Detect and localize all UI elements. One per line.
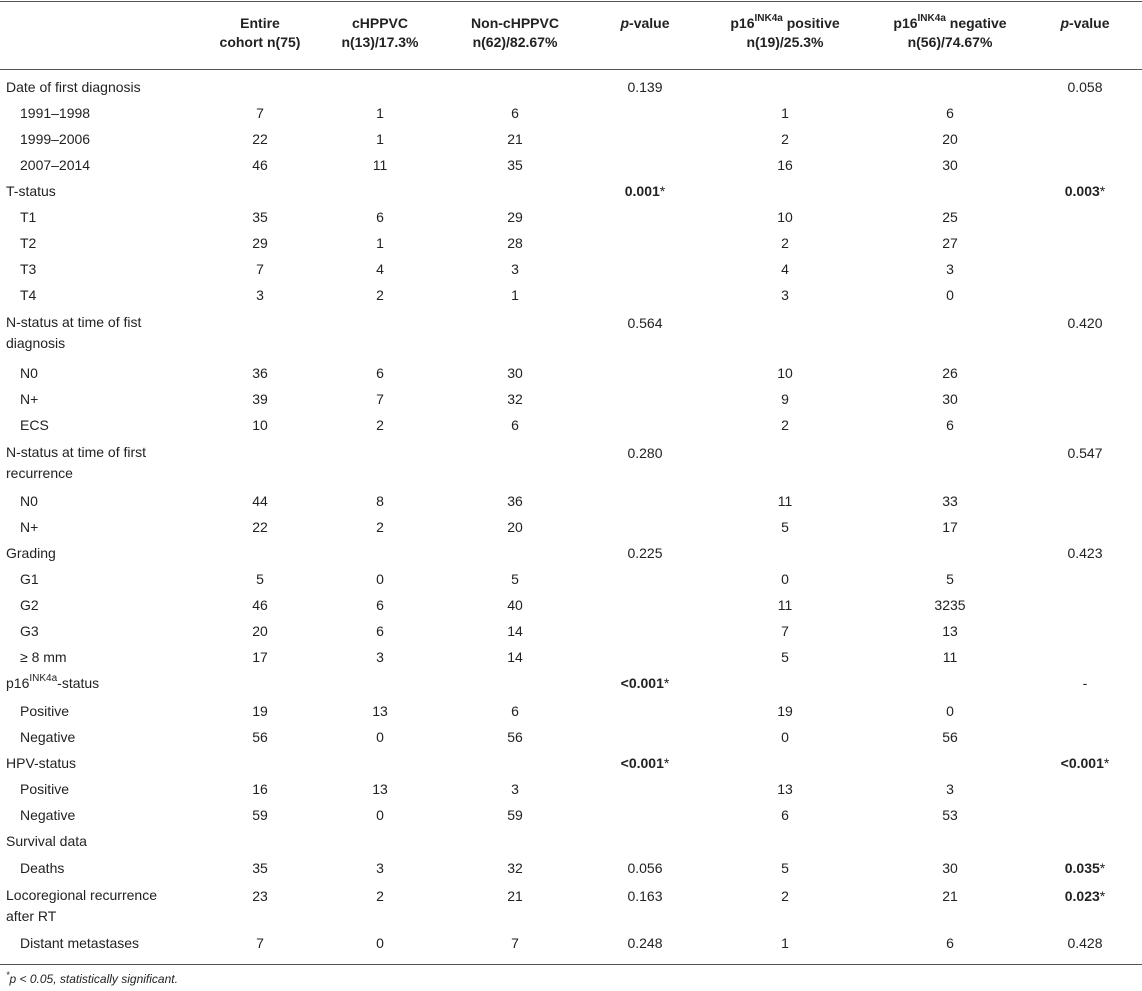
significance-mark: * (1099, 860, 1106, 876)
value-cell: 7 (376, 391, 384, 407)
row-label: Negative (20, 729, 76, 745)
significance-mark: * (1099, 888, 1106, 904)
value-cell: 46 (252, 597, 268, 613)
value-cell: 25 (942, 209, 958, 225)
row-label: Date of first diagnosis (6, 79, 141, 95)
row-label: HPV-status (6, 755, 77, 771)
table-row (0, 256, 1142, 282)
row-label: ≥ 8 mm (20, 649, 67, 665)
value-cell: 10 (777, 209, 793, 225)
value-cell: 1 (511, 287, 519, 303)
table-row (0, 883, 1142, 929)
p-value-cell: 0.547 (1067, 445, 1103, 461)
value-cell: 28 (507, 235, 523, 251)
value-cell: 44 (252, 493, 268, 509)
p-value-cell: 0.225 (627, 545, 663, 561)
value-cell: 32 (507, 860, 523, 876)
value-cell: 6 (511, 417, 519, 433)
p-value-cell: 0.428 (1067, 935, 1103, 951)
col-header-pvalue-1: p-value (620, 15, 670, 31)
table-row (0, 230, 1142, 256)
value-cell: 5 (511, 571, 519, 587)
row-label: Locoregional recurrence after RT (6, 887, 157, 924)
value-cell: 20 (507, 519, 523, 535)
col-header-p16-positive: $p16^{INK4a}$ positive n(19)/25.3% (730, 13, 840, 50)
table-row (0, 440, 1142, 486)
row-label: N0 (20, 365, 38, 381)
value-cell: 11 (777, 597, 793, 613)
table-row (0, 618, 1142, 644)
row-label: Deaths (20, 860, 65, 876)
p-value-cell: 0.420 (1067, 315, 1103, 331)
row-label: Survival data (6, 833, 87, 849)
col-header-pvalue-2: p-value (1060, 15, 1110, 31)
value-cell: 19 (777, 703, 793, 719)
value-cell: 7 (256, 935, 264, 951)
row-label: N+ (20, 391, 39, 407)
value-cell: 6 (376, 209, 384, 225)
value-cell: 7 (256, 105, 264, 121)
value-cell: 0 (946, 287, 954, 303)
value-cell: 56 (507, 729, 523, 745)
value-cell: 11 (942, 649, 958, 665)
table-row (0, 514, 1142, 540)
value-cell: 3 (781, 287, 789, 303)
value-cell: 7 (781, 623, 789, 639)
value-cell: 0 (376, 729, 384, 745)
value-cell: 1 (376, 235, 384, 251)
row-label: T1 (20, 209, 37, 225)
value-cell: 21 (942, 888, 958, 904)
row-label: 2007–2014 (20, 157, 91, 173)
p-value-cell: - (1082, 675, 1088, 691)
value-cell: 3 (256, 287, 264, 303)
value-cell: 6 (946, 105, 954, 121)
value-cell: 1 (376, 105, 384, 121)
table-row (0, 360, 1142, 386)
p-value-cell: 0.003* (1064, 183, 1106, 199)
value-cell: 6 (511, 105, 519, 121)
value-cell: 1 (376, 131, 384, 147)
p-value-cell: 0.248 (627, 935, 663, 951)
value-cell: 13 (372, 781, 388, 797)
value-cell: 23 (252, 888, 268, 904)
table-row (0, 802, 1142, 828)
row-label: 1991–1998 (20, 105, 91, 121)
value-cell: 4 (781, 261, 789, 277)
table-row (0, 698, 1142, 724)
value-cell: 2 (376, 519, 384, 535)
value-cell: 5 (946, 571, 954, 587)
table-row (0, 724, 1142, 750)
row-label: $p16^{INK4a}$-status (6, 673, 100, 691)
table-row (0, 282, 1142, 308)
table-row (0, 670, 1142, 696)
value-cell: 35 (507, 157, 523, 173)
row-label: T2 (20, 235, 37, 251)
header-rule (0, 69, 1142, 70)
value-cell: 2 (781, 235, 789, 251)
value-cell: 13 (372, 703, 388, 719)
value-cell: 56 (252, 729, 268, 745)
value-cell: 30 (507, 365, 523, 381)
value-cell: 1 (781, 935, 789, 951)
value-cell: 7 (511, 935, 519, 951)
row-label: N-status at time of fist diagnosis (6, 314, 142, 351)
value-cell: 20 (252, 623, 268, 639)
value-cell: 3 (946, 781, 954, 797)
col-header-entire-cohort: Entire cohort n(75) (219, 15, 301, 50)
value-cell: 0 (376, 571, 384, 587)
table-row (0, 152, 1142, 178)
table-row (0, 750, 1142, 776)
row-label: G2 (20, 597, 39, 613)
row-label: Positive (20, 703, 70, 719)
value-cell: 20 (942, 131, 958, 147)
value-cell: 1 (781, 105, 789, 121)
value-cell: 2 (781, 131, 789, 147)
value-cell: 32 (507, 391, 523, 407)
value-cell: 19 (252, 703, 268, 719)
p-value-cell: 0.163 (627, 888, 663, 904)
value-cell: 30 (942, 860, 958, 876)
value-cell: 46 (252, 157, 268, 173)
row-label: Negative (20, 807, 76, 823)
value-cell: 16 (777, 157, 793, 173)
row-label: T4 (20, 287, 37, 303)
table-row (0, 412, 1142, 438)
table-bottom-rule (0, 964, 1142, 965)
value-cell: 36 (252, 365, 268, 381)
value-cell: 3 (376, 649, 384, 665)
value-cell: 13 (777, 781, 793, 797)
value-cell: 40 (507, 597, 523, 613)
value-cell: 3 (376, 860, 384, 876)
value-cell: 14 (507, 623, 523, 639)
row-label: N-status at time of first recurrence (6, 444, 147, 481)
value-cell: 3235 (934, 597, 966, 613)
value-cell: 17 (252, 649, 268, 665)
table-row (0, 566, 1142, 592)
value-cell: 30 (942, 157, 958, 173)
p-value-cell: <0.001* (1060, 755, 1110, 771)
table-top-rule (0, 1, 1142, 2)
col-header-non-chppvc: Non-cHPPVC n(62)/82.67% (471, 15, 559, 50)
value-cell: 36 (507, 493, 523, 509)
significance-mark: * (663, 755, 670, 771)
value-cell: 13 (942, 623, 958, 639)
value-cell: 6 (376, 623, 384, 639)
row-label: Distant metastases (20, 935, 140, 951)
footnote: *p < 0.05, statistically significant. (6, 970, 178, 986)
value-cell: 2 (781, 417, 789, 433)
significance-mark: * (663, 675, 670, 691)
significance-mark: * (1099, 183, 1106, 199)
value-cell: 0 (376, 807, 384, 823)
p-value-cell: 0.139 (627, 79, 663, 95)
table-row (0, 74, 1142, 100)
value-cell: 33 (942, 493, 958, 509)
value-cell: 59 (507, 807, 523, 823)
row-label: Grading (6, 545, 56, 561)
value-cell: 2 (376, 417, 384, 433)
value-cell: 3 (511, 261, 519, 277)
table-row (0, 310, 1142, 356)
value-cell: 59 (252, 807, 268, 823)
row-label: 1999–2006 (20, 131, 91, 147)
value-cell: 16 (252, 781, 268, 797)
value-cell: 9 (781, 391, 789, 407)
table-row (0, 488, 1142, 514)
value-cell: 8 (376, 493, 384, 509)
row-label: T3 (20, 261, 37, 277)
row-label: N+ (20, 519, 39, 535)
value-cell: 29 (507, 209, 523, 225)
table-row (0, 126, 1142, 152)
row-label: G1 (20, 571, 39, 587)
p-value-cell: <0.001* (620, 755, 670, 771)
table-row (0, 776, 1142, 802)
col-header-chppvc: cHPPVC n(13)/17.3% (341, 15, 419, 50)
value-cell: 5 (781, 519, 789, 535)
row-label: G3 (20, 623, 39, 639)
table-row (0, 855, 1142, 881)
table-row (0, 828, 1142, 854)
col-header-p16-negative: $p16^{INK4a}$ negative n(56)/74.67% (893, 13, 1007, 50)
table-row (0, 100, 1142, 126)
table-row (0, 540, 1142, 566)
value-cell: 39 (252, 391, 268, 407)
table-row (0, 178, 1142, 204)
row-label: N0 (20, 493, 38, 509)
value-cell: 35 (252, 209, 268, 225)
value-cell: 2 (376, 287, 384, 303)
table-row (0, 644, 1142, 670)
value-cell: 10 (252, 417, 268, 433)
value-cell: 6 (376, 597, 384, 613)
value-cell: 5 (256, 571, 264, 587)
p-value-cell: 0.035* (1064, 860, 1106, 876)
value-cell: 2 (376, 888, 384, 904)
value-cell: 6 (511, 703, 519, 719)
value-cell: 30 (942, 391, 958, 407)
value-cell: 35 (252, 860, 268, 876)
value-cell: 17 (942, 519, 958, 535)
table-row (0, 930, 1142, 956)
value-cell: 14 (507, 649, 523, 665)
value-cell: 22 (252, 131, 268, 147)
value-cell: 10 (777, 365, 793, 381)
significance-mark: * (659, 183, 666, 199)
value-cell: 27 (942, 235, 958, 251)
table-row (0, 204, 1142, 230)
p-value-cell: 0.001* (624, 183, 666, 199)
value-cell: 21 (507, 888, 523, 904)
p-value-cell: 0.564 (627, 315, 663, 331)
value-cell: 5 (781, 860, 789, 876)
p-value-cell: <0.001* (620, 675, 670, 691)
value-cell: 6 (376, 365, 384, 381)
value-cell: 53 (942, 807, 958, 823)
row-label: ECS (20, 417, 49, 433)
p-value-cell: 0.056 (627, 860, 663, 876)
table-row (0, 592, 1142, 618)
value-cell: 6 (946, 417, 954, 433)
value-cell: 0 (376, 935, 384, 951)
value-cell: 6 (946, 935, 954, 951)
value-cell: 11 (777, 493, 793, 509)
value-cell: 5 (781, 649, 789, 665)
value-cell: 2 (781, 888, 789, 904)
value-cell: 4 (376, 261, 384, 277)
value-cell: 56 (942, 729, 958, 745)
significance-mark: * (1103, 755, 1110, 771)
value-cell: 21 (507, 131, 523, 147)
value-cell: 6 (781, 807, 789, 823)
value-cell: 7 (256, 261, 264, 277)
value-cell: 29 (252, 235, 268, 251)
p-value-cell: 0.023* (1064, 888, 1106, 904)
value-cell: 0 (781, 729, 789, 745)
row-label: Positive (20, 781, 70, 797)
value-cell: 22 (252, 519, 268, 535)
row-label: T-status (6, 183, 56, 199)
value-cell: 0 (781, 571, 789, 587)
p-value-cell: 0.423 (1067, 545, 1103, 561)
value-cell: 3 (946, 261, 954, 277)
value-cell: 3 (511, 781, 519, 797)
value-cell: 11 (372, 157, 388, 173)
value-cell: 26 (942, 365, 958, 381)
table-row (0, 386, 1142, 412)
p-value-cell: 0.058 (1067, 79, 1103, 95)
p-value-cell: 0.280 (627, 445, 663, 461)
value-cell: 0 (946, 703, 954, 719)
